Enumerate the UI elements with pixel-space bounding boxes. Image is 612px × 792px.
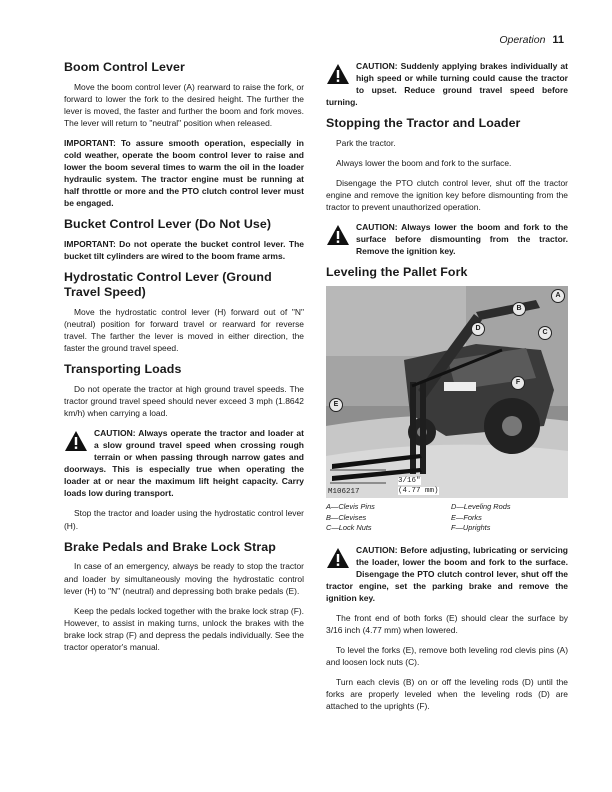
- callout-d: D: [471, 322, 485, 336]
- stopping-text-2: Always lower the boom and fork to the surface.: [336, 157, 512, 168]
- figure-dimension-inches: 3/16": [398, 477, 421, 486]
- transporting-heading: Transporting Loads: [64, 362, 182, 377]
- leveling-heading: Leveling the Pallet Fork: [326, 265, 468, 280]
- brake-text-2: Keep the pedals locked together with the brake lock strap (F). However, to assist in making turns, unlock the brakes with the brake lock strap (F) and depress the pedals individually. See the tractor operator's manual.: [64, 605, 304, 653]
- boom-control-heading: Boom Control Lever: [64, 60, 185, 74]
- hydrostatic-heading: Hydrostatic Control Lever (Ground Travel Speed): [64, 270, 272, 299]
- stopping-text-3: Disengage the PTO clutch control lever, shut off the tractor engine and remove the ignition key before dismounting from the tractor to prevent unauthorized operation.: [326, 178, 568, 213]
- transporting-text: Do not operate the tractor at high ground travel speeds. The tractor ground travel speed should never exceed 3 mph (1.8642 km/h) when carrying a load.: [64, 384, 304, 419]
- legend-item-a: A—Clevis Pins: [326, 502, 375, 512]
- boom-control-text: Move the boom control lever (A) rearward to raise the fork, or forward to lower the fork to the desired height. The further the lever is moved, the faster and further the boom and fork moves. The lever will return to "neutral" position when released.: [64, 81, 304, 129]
- warning-icon: [326, 224, 350, 246]
- tractor-fork-illustration: [326, 286, 568, 498]
- pallet-fork-photo: [326, 286, 568, 498]
- transport-caution-text: CAUTION: Always operate the tractor and loader at a slow ground travel speed when crossing rough terrain or when passing through narrow gates and doorways. This is especially true when operating the loader at or near the maximum lift height capacity. Carry loads low during transport.: [64, 428, 304, 499]
- bucket-important-note: IMPORTANT: Do not operate the bucket control lever. The bucket tilt cylinders are wired to the boom frame arms.: [64, 239, 304, 262]
- warning-icon: [326, 547, 350, 569]
- legend-item-d: D—Leveling Rods: [451, 502, 511, 512]
- hydrostatic-text: Move the hydrostatic control lever (H) forward out of "N" (neutral) position for forward travel or rearward for reverse travel. The farther the lever is moved in either direction, the faster the ground travel speed.: [64, 306, 304, 354]
- right-column: [326, 60, 568, 720]
- brakes-caution: [326, 60, 568, 108]
- running-head: [499, 34, 564, 46]
- bucket-control-heading: Bucket Control Lever (Do Not Use): [64, 217, 272, 232]
- leveling-caution: [326, 544, 568, 604]
- stopping-heading: Stopping the Tractor and Loader: [326, 116, 521, 130]
- legend-item-e: E—Forks: [451, 512, 482, 522]
- legend-item-f: F—Uprights: [451, 523, 491, 533]
- callout-f: F: [511, 376, 525, 390]
- stopping-caution-text: CAUTION: Always lower the boom and fork to the surface before dismounting from the tractor. Remove the ignition key.: [356, 222, 568, 257]
- section-name: Operation: [499, 34, 546, 46]
- stopping-text-1: Park the tractor.: [336, 137, 396, 148]
- stopping-caution: [326, 221, 568, 257]
- transporting-stop-text: Stop the tractor and loader using the hydrostatic control lever (H).: [64, 508, 304, 531]
- warning-icon: [64, 430, 88, 452]
- transport-caution: [64, 427, 304, 499]
- callout-b: B: [512, 302, 526, 316]
- brake-heading: Brake Pedals and Brake Lock Strap: [64, 539, 276, 554]
- brake-text-1: In case of an emergency, always be ready to stop the tractor and loader by simultaneously moving the hydrostatic control lever (H) to "N" (neutral) and depressing both brake pedals (E).: [64, 561, 304, 596]
- callout-c: C: [538, 326, 552, 340]
- figure-dimension-mm: (4.77 mm): [398, 487, 439, 496]
- leveling-caution-text: CAUTION: Before adjusting, lubricating or servicing the loader, lower the boom and fork to the surface. Disengage the PTO clutch control lever, shut off the tractor engine, set the parking brake and remove the ignition key.: [326, 544, 568, 603]
- figure-id: M106217: [328, 488, 360, 497]
- callout-a: A: [551, 289, 565, 303]
- brakes-caution-text: CAUTION: Suddenly applying brakes individually at high speed or while turning could cause the tractor to upset. Reduce ground travel speed before turning.: [326, 61, 568, 107]
- figure-legend: [326, 502, 568, 534]
- callout-e: E: [329, 398, 343, 412]
- legend-item-b: B—Clevises: [326, 512, 367, 522]
- leveling-text-2: To level the forks (E), remove both leveling rod clevis pins (A) and loosen lock nuts (C).: [326, 644, 568, 667]
- warning-icon: [326, 63, 350, 85]
- left-column: [64, 60, 304, 661]
- leveling-text-3: Turn each clevis (B) on or off the leveling rods (D) until the forks are properly leveled when the leveling rods (D) are attached to the uprights (F).: [326, 677, 568, 712]
- legend-item-c: C—Lock Nuts: [326, 523, 372, 533]
- leveling-text-1: The front end of both forks (E) should clear the surface by 3/16 inch (4.77 mm) when lowered.: [326, 612, 568, 635]
- boom-important-note: IMPORTANT: To assure smooth operation, especially in cold weather, operate the boom control lever to raise and lower the boom several times to warm the oil in the loader hydraulic system. The tractor engine must be running at half throttle or more and the PTO clutch control lever must be engaged.: [64, 138, 304, 209]
- page-number: 11: [552, 34, 564, 46]
